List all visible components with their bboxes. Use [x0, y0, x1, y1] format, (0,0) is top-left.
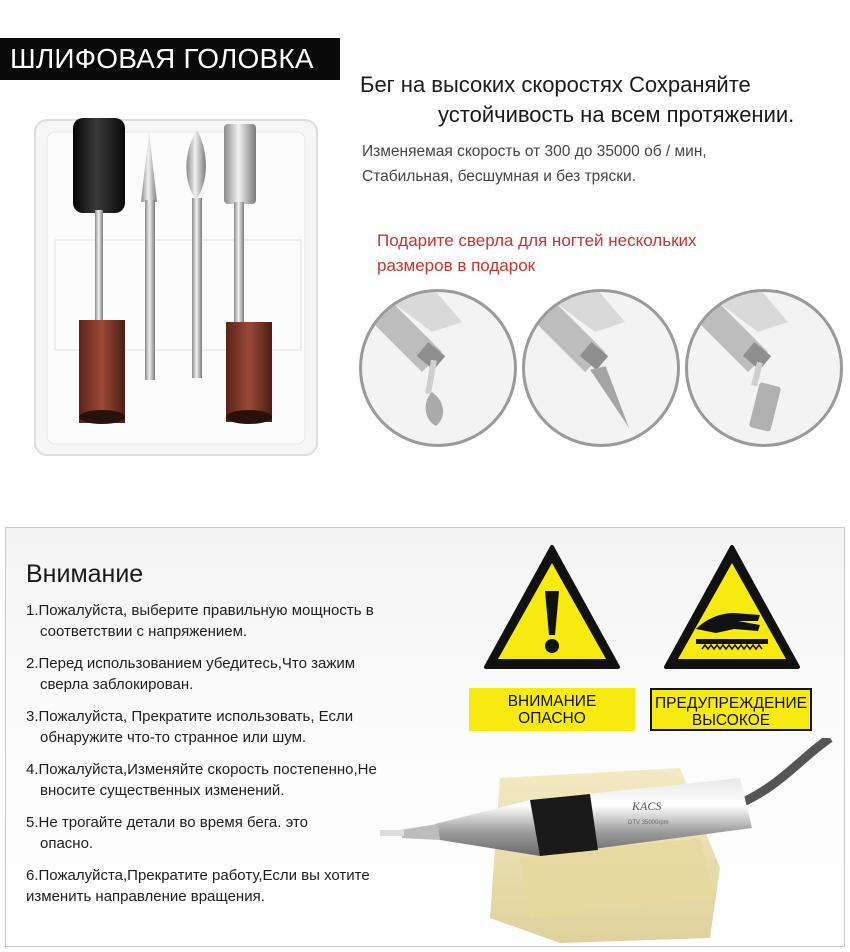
- drill-bit-box-image: [33, 112, 323, 462]
- list-item-line: вносите существенных изменений.: [40, 782, 285, 799]
- tip-closeup-cone: [522, 289, 680, 447]
- speed-line-1: Изменяемая скорость от 300 до 35000 об / мин,: [362, 143, 707, 160]
- gift-note: [377, 228, 697, 278]
- tip-closeup-cylinder: [685, 289, 843, 447]
- speed-description: [362, 139, 707, 189]
- list-item-line: 1.Пожалуйста, выберите правильную мощность в: [26, 602, 374, 619]
- list-item: [26, 653, 466, 695]
- list-item-line: опасно.: [40, 835, 94, 852]
- list-item-line: сверла заблокирован.: [40, 676, 194, 693]
- section-title-badge: ШЛИФОВАЯ ГОЛОВКА: [0, 38, 340, 80]
- headline-line-1: Бег на высоких скоростях Сохраняйте: [360, 72, 751, 97]
- warning-label-danger: [469, 688, 635, 731]
- handpiece-brand: KACS: [632, 799, 662, 813]
- list-item-line: 6.Пожалуйста,Прекратите работу,Если вы хотите: [26, 867, 370, 884]
- warning-label-line: ВНИМАНИЕ: [507, 693, 597, 710]
- tip-closeup-flame: [359, 289, 517, 447]
- list-item-line: изменить направление вращения.: [26, 888, 265, 905]
- warning-label-line: ВЫСОКОЕ: [691, 712, 771, 729]
- warning-label-line: ОПАСНО: [518, 710, 586, 727]
- handpiece-on-stand-image: [380, 738, 845, 948]
- speed-line-2: Стабильная, бесшумная и без тряски.: [362, 168, 636, 185]
- list-item-line: обнаружите что-то странное или шум.: [40, 729, 307, 746]
- headline-line-2: устойчивость на всем протяжении.: [438, 102, 795, 127]
- handpiece-model: DTV 35000rpm: [628, 820, 669, 826]
- list-item-line: 3.Пожалуйста, Прекратите использовать, Если: [26, 708, 354, 725]
- attention-title: Внимание: [26, 560, 144, 588]
- gift-line-2: размеров в подарок: [377, 256, 536, 275]
- list-item-line: 4.Пожалуйста,Изменяйте скорость постепенно,Не: [26, 761, 377, 778]
- warning-label-hot: [650, 688, 812, 731]
- list-item-line: 2.Перед использованием убедитесь,Что зажим: [26, 655, 356, 672]
- list-item-line: соответствии с напряжением.: [40, 623, 248, 640]
- exclamation-warning-icon: [482, 543, 622, 673]
- list-item: [26, 600, 466, 642]
- gift-line-1: Подарите сверла для ногтей нескольких: [377, 231, 697, 250]
- hot-surface-warning-icon: [662, 543, 802, 673]
- list-item-line: 5.Не трогайте детали во время бега. это: [26, 814, 308, 831]
- warning-label-line: ПРЕДУПРЕЖДЕНИЕ: [655, 695, 807, 712]
